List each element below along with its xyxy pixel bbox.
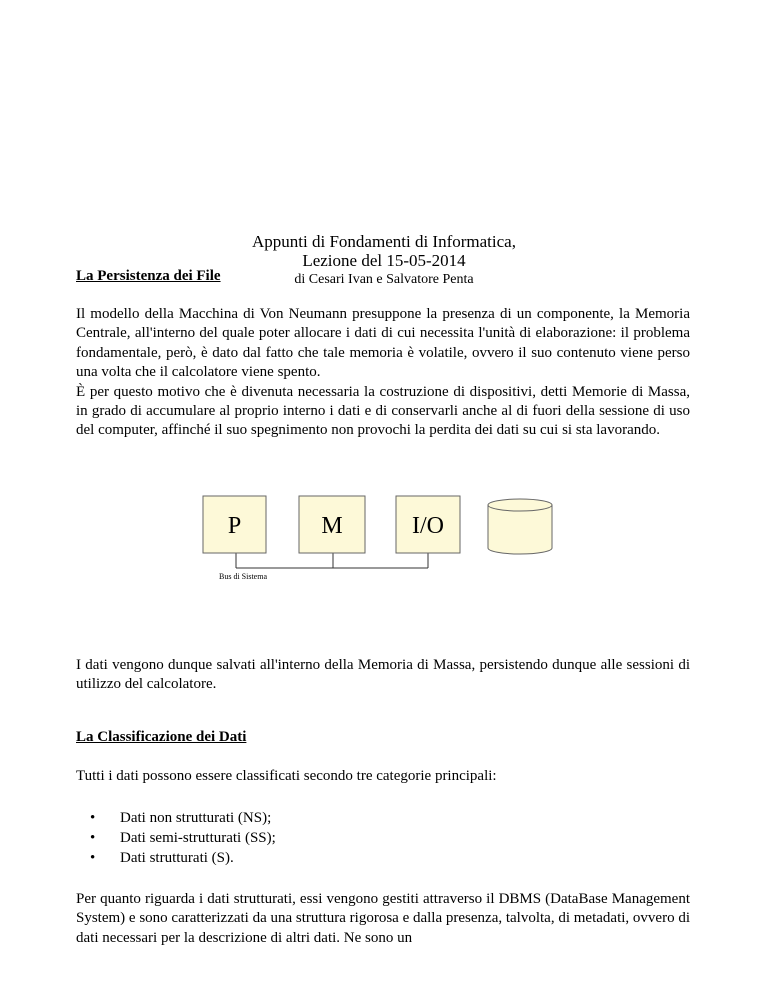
document-authors: di Cesari Ivan e Salvatore Penta: [294, 272, 474, 287]
paragraph-memorie-di-massa: È per questo motivo che è divenuta necessaria la costruzione di dispositivi, detti Memorie di Massa, in grado di accumulare al proprio interno i dati e di conservarli anche al di fuori della sessione di uso del computer, affinché il suo spegnimento non provochi la perdita dei dati su cui si sta lavorando.: [76, 383, 690, 439]
paragraph-dati-strutturati: Per quanto riguarda i dati strutturati, essi vengono gestiti attraverso il DBMS (DataBase Management System) e sono caratterizzati da una struttura rigorosa e dalla presenza, talvolta, di metadati, ovvero di dati necessari per la descrizione di altri dati. Ne sono un: [76, 891, 690, 946]
section-heading-persistenza: La Persistenza dei File: [76, 268, 221, 284]
mass-storage-cylinder-icon: [488, 499, 552, 554]
section-persistenza-body: [76, 305, 690, 441]
bullet-icon: •: [90, 850, 96, 866]
paragraph-salvataggio: I dati vengono dunque salvati all'interno della Memoria di Massa, persistendo dunque alle sessioni di utilizzo del calcolatore.: [76, 657, 690, 693]
system-architecture-diagram: [0, 493, 768, 603]
memory-label: M: [321, 513, 343, 539]
paragraph-classificazione-intro: Tutti i dati possono essere classificati secondo tre categorie principali:: [76, 768, 497, 784]
io-label: I/O: [412, 513, 444, 539]
bullet-icon: •: [90, 830, 96, 846]
processor-box: [203, 496, 266, 553]
io-box: [396, 496, 460, 553]
document-title-line2: Lezione del 15-05-2014: [302, 251, 466, 270]
bullet-icon: •: [90, 810, 96, 826]
list-item: • Dati non strutturati (NS);: [90, 810, 272, 826]
list-item: • Dati strutturati (S).: [90, 850, 234, 866]
section-heading-classificazione: La Classificazione dei Dati: [76, 729, 247, 745]
paragraph-von-neumann: Il modello della Macchina di Von Neumann presuppone la presenza di un componente, la Memoria Centrale, all'interno del quale poter allocare i dati di cui necessita l'unità di elaborazione: il problema fondamentale, però, è dato dal fatto che tale memoria è volatile, ovvero il suo contenuto viene perso una volta che il calcolatore viene spento.: [76, 306, 690, 381]
list-item: • Dati semi-strutturati (SS);: [90, 830, 276, 846]
document-title-line1: Appunti di Fondamenti di Informatica,: [252, 232, 516, 251]
bus-label: Bus di Sistema: [219, 572, 268, 581]
data-category-list: [76, 808, 690, 868]
memory-box: [299, 496, 365, 553]
bus-lines: [236, 553, 428, 568]
processor-label: P: [227, 513, 242, 539]
